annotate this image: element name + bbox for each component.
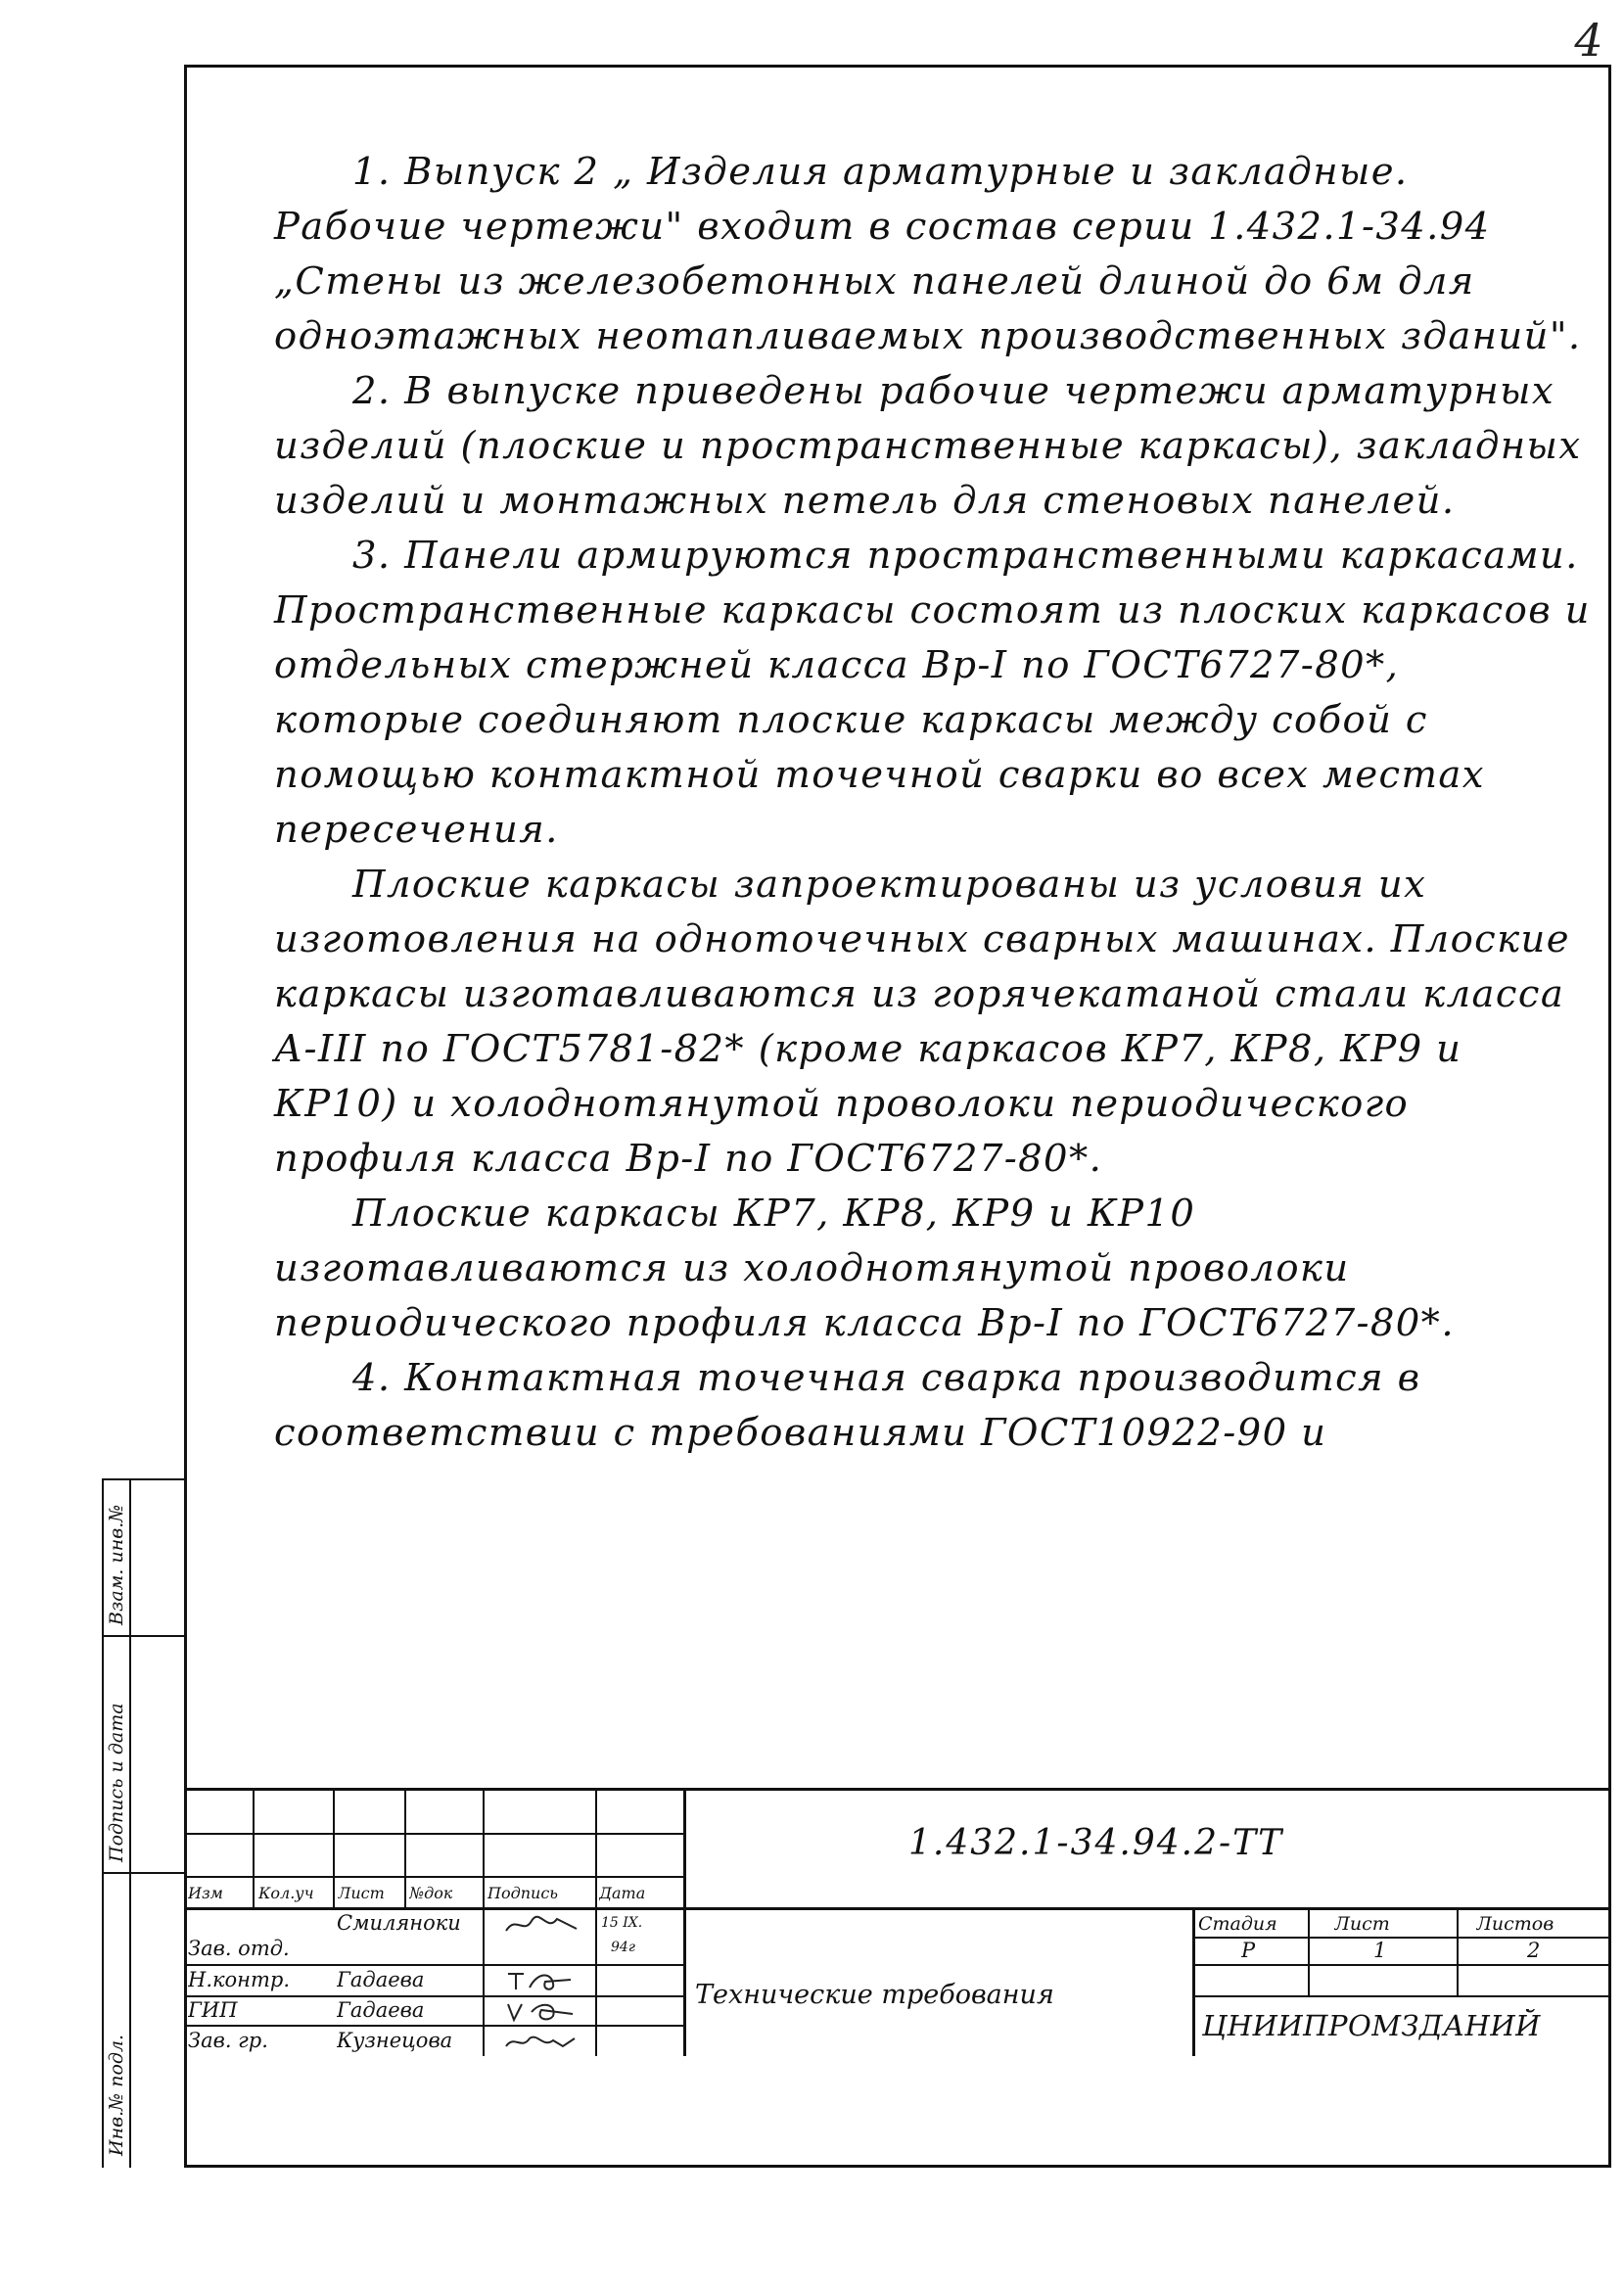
role-zav-gr: Зав. гр. [188, 2029, 268, 2052]
name-gip: Гадаева [337, 1998, 425, 2022]
label-stadiya: Стадия [1198, 1913, 1277, 1935]
side-label-inv: Инв.№ подл. [106, 2034, 127, 2156]
signature-1 [502, 1911, 580, 1937]
role-n-kontr: Н.контр. [188, 1968, 291, 1991]
paragraph-2: 2. В выпуске приведены рабочие чертежи арматурных изделий (плоские и пространственные каркасы), закладных изделий и монтажных петель для стеновых панелей. [274, 369, 1582, 523]
date-line-1: 15 IX. [601, 1915, 643, 1931]
header-ndok: №док [409, 1884, 453, 1902]
value-stadiya: Р [1241, 1939, 1256, 1962]
value-list: 1 [1373, 1939, 1387, 1962]
paragraph-4: Плоские каркасы запроектированы из условия их изготовления на одноточечных сварных машинах. Плоские каркасы изготавливаются из горячекатаной стали класса А-III по ГОСТ5781-82* (кроме каркасов КР7, КР8, КР9 и КР10) и холоднотянутой проволоки периодического профиля класса Вр-I по ГОСТ6727-80*. [274, 863, 1570, 1181]
role-gip: ГИП [188, 1998, 238, 2022]
organization: ЦНИИПРОМЗДАНИЙ [1202, 2009, 1541, 2042]
signature-4 [502, 2029, 580, 2054]
side-label-podpis: Подпись и дата [106, 1703, 127, 1862]
header-koluch: Кол.уч [258, 1884, 314, 1902]
document-title: Технические требования [695, 1980, 1054, 2010]
paragraph-5: Плоские каркасы КР7, КР8, КР9 и КР10 изготавливаются из холоднотянутой проволоки периодического профиля класса Вр-I по ГОСТ6727-80*. [274, 1192, 1455, 1345]
document-code: 1.432.1-34.94.2-ТТ [908, 1823, 1284, 1863]
name-zav-gr: Кузнецова [337, 2029, 453, 2052]
title-block [184, 1788, 1611, 2168]
name-n-kontr: Гадаева [337, 1968, 425, 1991]
signature-2 [502, 1968, 580, 1993]
date-line-2: 94г [611, 1940, 635, 1955]
header-list: Лист [338, 1884, 385, 1902]
paragraph-6: 4. Контактная точечная сварка производится в соответствии с требованиями ГОСТ10922-90 и [274, 1356, 1421, 1455]
header-izm: Изм [188, 1884, 223, 1902]
paragraph-3: 3. Панели армируются пространственными каркасами. Пространственные каркасы состоят из плоских каркасов и отдельных стержней класса Вр-I по ГОСТ6727-80*, которые соединяют плоские каркасы между собой с помощью контактной точечной сварки во всех местах пересечения. [274, 534, 1591, 852]
body-text [274, 145, 1591, 1461]
label-list: Лист [1334, 1913, 1390, 1935]
header-data: Дата [599, 1884, 646, 1902]
side-stamp [102, 1478, 184, 2168]
sheet-number: 4 [1574, 14, 1603, 67]
label-listov: Листов [1476, 1913, 1554, 1935]
value-listov: 2 [1527, 1939, 1541, 1962]
signature-3 [502, 1998, 580, 2024]
header-podpis: Подпись [487, 1884, 559, 1902]
paragraph-1: 1. Выпуск 2 „ Изделия арматурные и закладные. Рабочие чертежи" входит в состав серии 1.432.1-34.94 „Стены из железобетонных панелей длиной до 6м для одноэтажных неотапливаемых производственных зданий". [274, 150, 1582, 358]
role-zav-otd: Зав. отд. [188, 1937, 290, 1960]
side-label-vzam: Взам. инв.№ [106, 1504, 127, 1625]
name-zav-otd: Смиляноки [337, 1911, 461, 1935]
